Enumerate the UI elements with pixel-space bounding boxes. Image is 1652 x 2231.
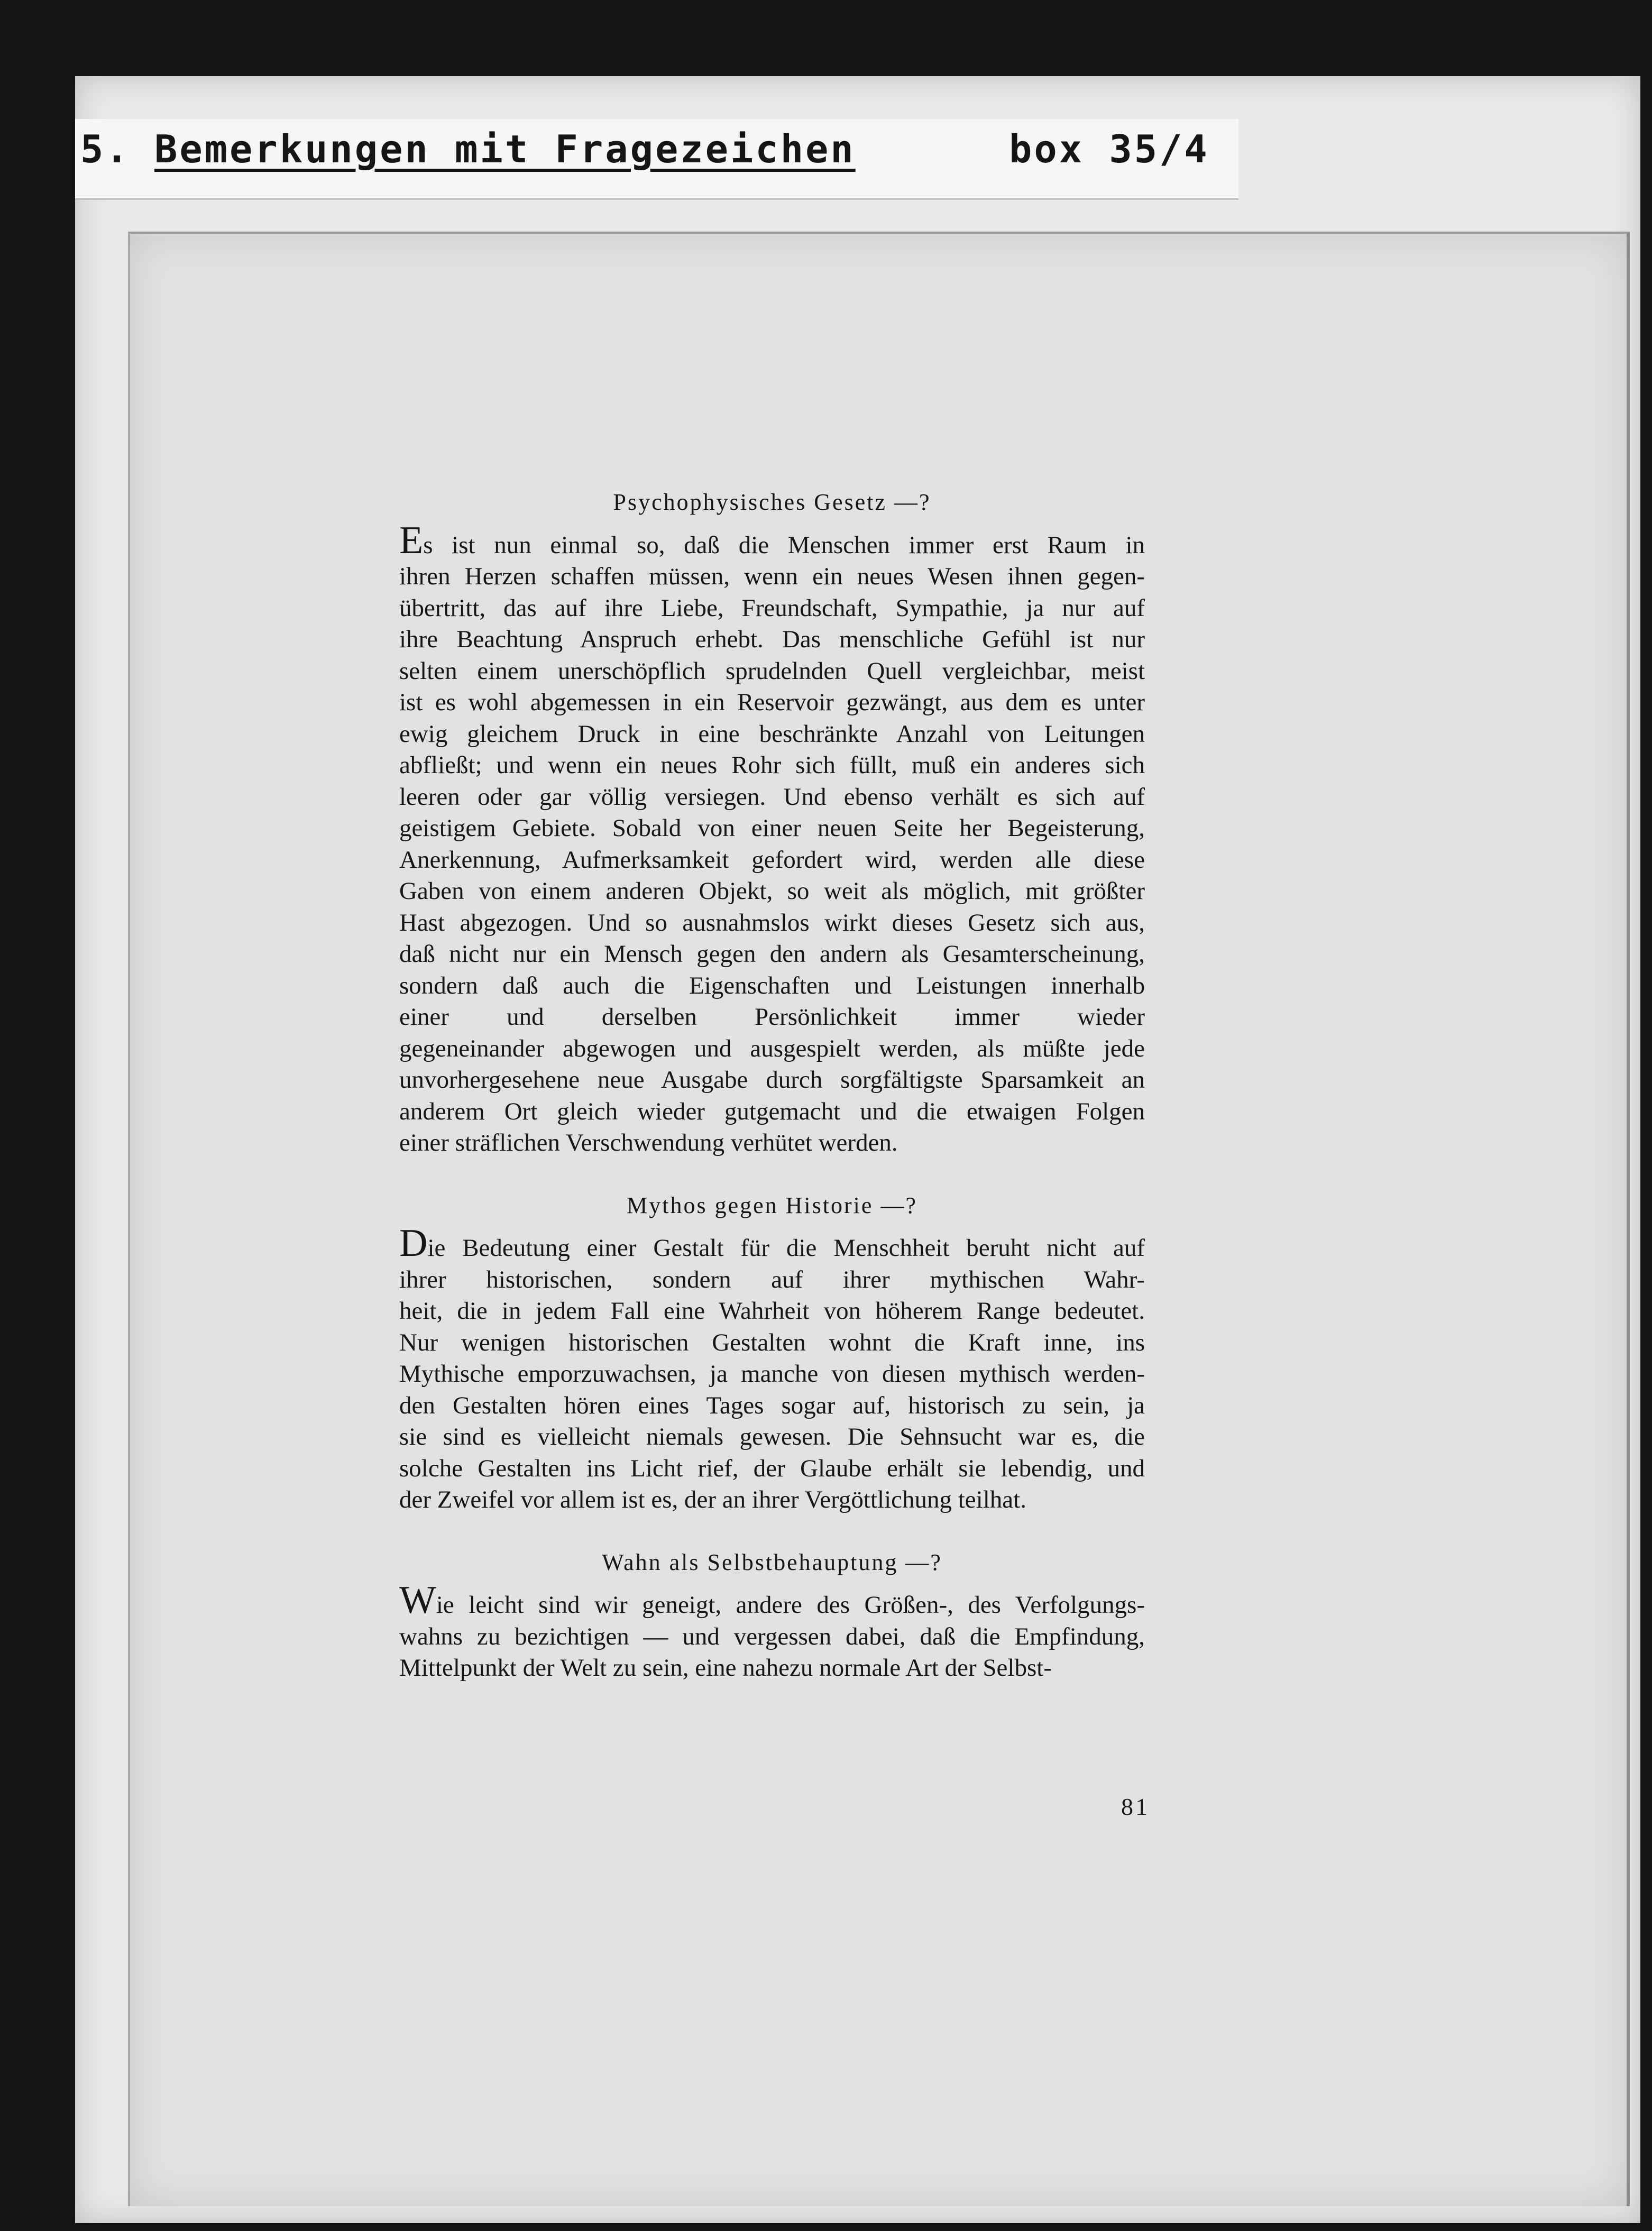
drop-initial: D — [399, 1222, 428, 1265]
text-line: anderem Ort gleich wieder gutgemacht und die etwaigen Folgen — [399, 1097, 1145, 1125]
label-box-reference: box 35/4 — [1009, 127, 1209, 171]
text-line — [399, 518, 1145, 562]
text-line: einer sträflichen Verschwendung verhütet werden. — [399, 1129, 898, 1156]
text-line: geistigem Gebiete. Sobald von einer neuen Seite her Begeisterung, — [399, 814, 1145, 842]
label-title: Bemerkungen mit Fragezeichen — [154, 127, 856, 171]
section-heading: Wahn als Selbstbehauptung —? — [602, 1549, 942, 1575]
text-line: einer und derselben Persönlichkeit immer wieder — [399, 1003, 1145, 1031]
line-text: ie Bedeutung einer Gestalt für die Menschheit beruht nicht auf — [427, 1234, 1145, 1262]
text-line: Gaben von einem anderen Objekt, so weit als möglich, mit größter — [399, 877, 1145, 905]
drop-initial: W — [399, 1578, 436, 1622]
text-line: daß nicht nur ein Mensch gegen den andern als Gesamterscheinung, — [399, 940, 1145, 968]
text-line: ihren Herzen schaffen müssen, wenn ein neues Wesen ihnen gegen- — [399, 563, 1145, 590]
text-line: abfließt; und wenn ein neues Rohr sich füllt, muß ein anderes sich — [399, 751, 1145, 779]
text-line — [399, 1578, 1145, 1622]
text-line: unvorhergesehene neue Ausgabe durch sorgfältigste Sparsamkeit an — [399, 1066, 1145, 1094]
section-heading: Psychophysisches Gesetz —? — [613, 489, 931, 515]
text-line: Mittelpunkt der Welt zu sein, eine nahezu normale Art der Selbst- — [399, 1654, 1052, 1682]
section-paragraph — [399, 1222, 1145, 1516]
text-line: übertritt, das auf ihre Liebe, Freundschaft, Sympathie, ja nur auf — [399, 594, 1145, 622]
text-line: sondern daß auch die Eigenschaften und Leistungen innerhalb — [399, 971, 1145, 999]
line-text: ie leicht sind wir geneigt, andere des Größen-, des Verfolgungs- — [436, 1591, 1145, 1619]
label-number: 5. — [80, 127, 131, 171]
text-line — [399, 1222, 1145, 1265]
text-line: den Gestalten hören eines Tages sogar auf, historisch zu sein, ja — [399, 1391, 1145, 1419]
text-line: wahns zu bezichtigen — und vergessen dabei, daß die Empfindung, — [399, 1622, 1145, 1650]
section-paragraph — [399, 518, 1145, 1159]
text-line: ewig gleichem Druck in eine beschränkte Anzahl von Leitungen — [399, 720, 1145, 748]
page-number: 81 — [1121, 1793, 1150, 1820]
line-text: s ist nun einmal so, daß die Menschen immer erst Raum in — [423, 531, 1145, 559]
text-line: heit, die in jedem Fall eine Wahrheit von höherem Range bedeutet. — [399, 1297, 1145, 1325]
text-line: Anerkennung, Aufmerksamkeit gefordert wird, werden alle diese — [399, 846, 1145, 874]
text-line: selten einem unerschöpflich sprudelnden Quell vergleichbar, meist — [399, 657, 1145, 685]
text-line: Nur wenigen historischen Gestalten wohnt die Kraft inne, ins — [399, 1328, 1145, 1356]
text-line: solche Gestalten ins Licht rief, der Glaube erhält sie lebendig, und — [399, 1454, 1145, 1482]
text-line: gegeneinander abgewogen und ausgespielt werden, als müßte jede — [399, 1034, 1145, 1062]
text-line: Mythische emporzuwachsen, ja manche von diesen mythisch werden- — [399, 1360, 1145, 1388]
page-text-block — [399, 476, 1145, 1684]
section-heading: Mythos gegen Historie —? — [627, 1192, 917, 1218]
drop-initial: E — [399, 518, 424, 562]
text-line: ist es wohl abgemessen in ein Reservoir gezwängt, aus dem es unter — [399, 688, 1145, 716]
text-line: Hast abgezogen. Und so ausnahmslos wirkt dieses Gesetz sich aus, — [399, 908, 1145, 937]
text-line: sie sind es vielleicht niemals gewesen. Die Sehnsucht war es, die — [399, 1423, 1145, 1450]
text-line: der Zweifel vor allem ist es, der an ihrer Vergöttlichung teilhat. — [399, 1486, 1026, 1513]
section-paragraph — [399, 1578, 1145, 1684]
text-line: ihre Beachtung Anspruch erhebt. Das menschliche Gefühl ist nur — [399, 626, 1145, 653]
text-line: ihrer historischen, sondern auf ihrer mythischen Wahr- — [399, 1265, 1145, 1293]
text-line: leeren oder gar völlig versiegen. Und ebenso verhält es sich auf — [399, 783, 1145, 811]
